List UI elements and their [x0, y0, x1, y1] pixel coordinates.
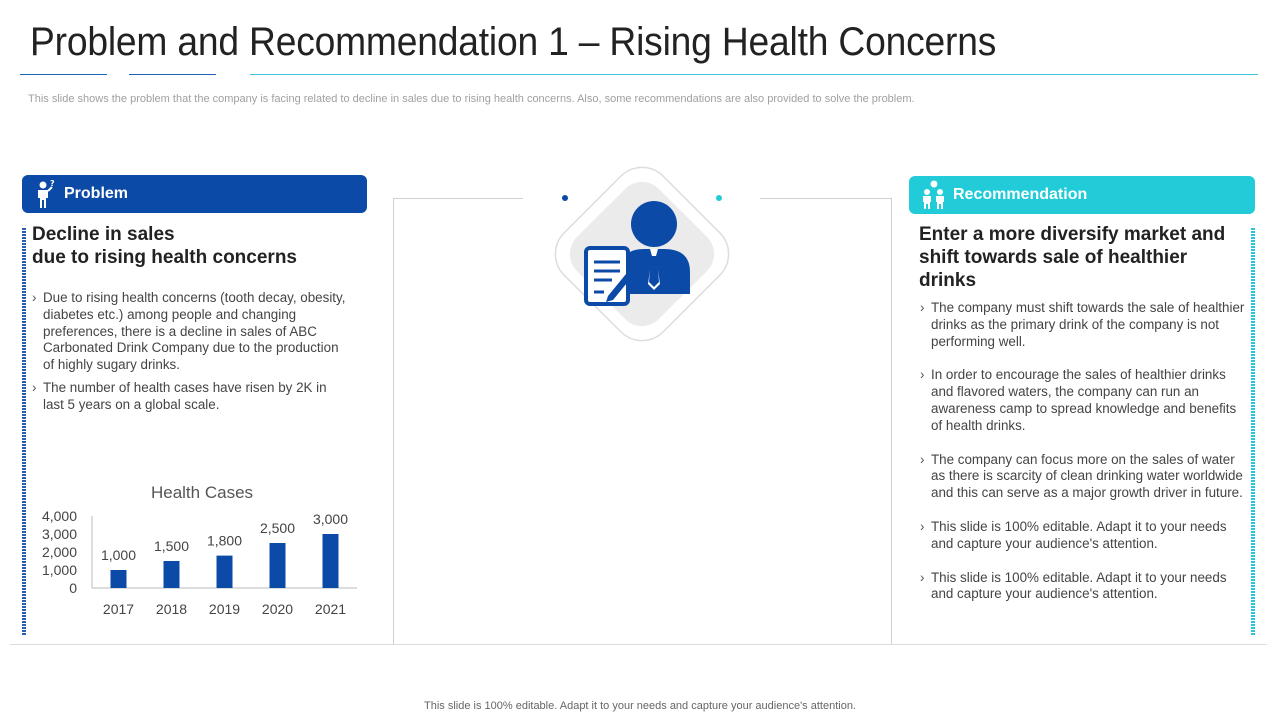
chart-data-label: 1,500 [153, 538, 190, 554]
person-thinking-icon [34, 179, 58, 209]
chart-bar-2018 [164, 561, 180, 588]
title-underline-3 [250, 74, 1258, 75]
center-frame-left [393, 198, 394, 644]
recommendation-bullets [920, 300, 1246, 620]
center-frame-right [891, 198, 892, 644]
problem-header [22, 175, 367, 213]
chart-y-tick-label: 2,000 [41, 544, 77, 560]
diamond-dot-right [716, 195, 722, 201]
chart-bar-2020 [270, 543, 286, 588]
recommendation-bullet: › The company can focus more on the sales of water as there is scarcity of clean drinking water worldwide and this can serve as a major growth driver in future. [920, 452, 1246, 502]
recommendation-header-label: Recommendation [953, 186, 1088, 203]
problem-bullet: › The number of health cases have risen by 2K in last 5 years on a global scale. [32, 380, 350, 414]
diamond-dot-left [562, 195, 568, 201]
center-frame-top-right [760, 198, 892, 199]
bottom-divider [10, 644, 1267, 645]
title-underline-1 [20, 74, 107, 75]
title-underline-2 [129, 74, 216, 75]
chart-data-label: 1,800 [206, 532, 243, 549]
chart-bar-2021 [323, 534, 339, 588]
center-diamond [520, 132, 764, 376]
recommendation-bullet: › This slide is 100% editable. Adapt it to your needs and capture your audience's attention. [920, 519, 1246, 553]
problem-heading [32, 223, 352, 269]
chart-bar-2017 [111, 570, 127, 588]
chart-title: Health Cases [150, 483, 254, 502]
problem-heading-line: Decline in sales due to rising health concerns [32, 224, 297, 268]
chart-x-tick-label: 2017 [102, 601, 135, 617]
recommendation-bullet: › The company must shift towards the sale of healthier drinks as the primary drink of the company is not performing well. [920, 300, 1246, 350]
chart-y-tick-label: 1,000 [41, 562, 77, 578]
problem-bullet: › Due to rising health concerns (tooth decay, obesity, diabetes etc.) among people and changing preferences, there is a decline in sales of ABC Carbonated Drink Company due to the production of highly sugary drinks. [32, 290, 350, 374]
health-cases-chart [32, 478, 362, 628]
chart-y-tick-label: 0 [69, 580, 77, 596]
chart-x-tick-label: 2021 [314, 601, 347, 617]
chart-x-tick-label: 2019 [208, 601, 241, 617]
chart-bar-2019 [217, 556, 233, 588]
slide-description: This slide shows the problem that the company is facing related to decline in sales due to rising health concerns. Also, some recommendations are also provided to solve the problem. [28, 93, 915, 105]
problem-header-label: Problem [64, 185, 129, 202]
center-frame-top-left [393, 198, 523, 199]
problem-bullets [32, 290, 350, 420]
chart-data-label: 3,000 [312, 511, 349, 527]
recommendation-side-bar [1251, 228, 1255, 636]
chart-y-tick-label: 4,000 [41, 508, 77, 524]
problem-side-bar [22, 228, 26, 636]
recommendation-bullet: › In order to encourage the sales of healthier drinks and flavored waters, the company can run an awareness camp to spread knowledge and benefits of health drinks. [920, 367, 1246, 434]
recommendation-bullet: › This slide is 100% editable. Adapt it to your needs and capture your audience's attention. [920, 570, 1246, 604]
chart-data-label: 1,000 [100, 547, 137, 563]
recommendation-heading: Enter a more diversify market and shift towards sale of healthier drinks [919, 224, 1226, 291]
chart-data-label: 2,500 [259, 520, 296, 536]
chart-y-tick-label: 3,000 [41, 526, 77, 542]
svg-text:?: ? [50, 179, 55, 188]
page-title: Problem and Recommendation 1 – Rising Health Concerns [30, 20, 997, 64]
recommendation-header [909, 176, 1255, 214]
chart-x-tick-label: 2018 [155, 601, 188, 617]
people-talking-icon [921, 180, 947, 210]
chart-x-tick-label: 2020 [261, 601, 294, 617]
footer-note: This slide is 100% editable. Adapt it to your needs and capture your audience's attention. [424, 700, 856, 712]
